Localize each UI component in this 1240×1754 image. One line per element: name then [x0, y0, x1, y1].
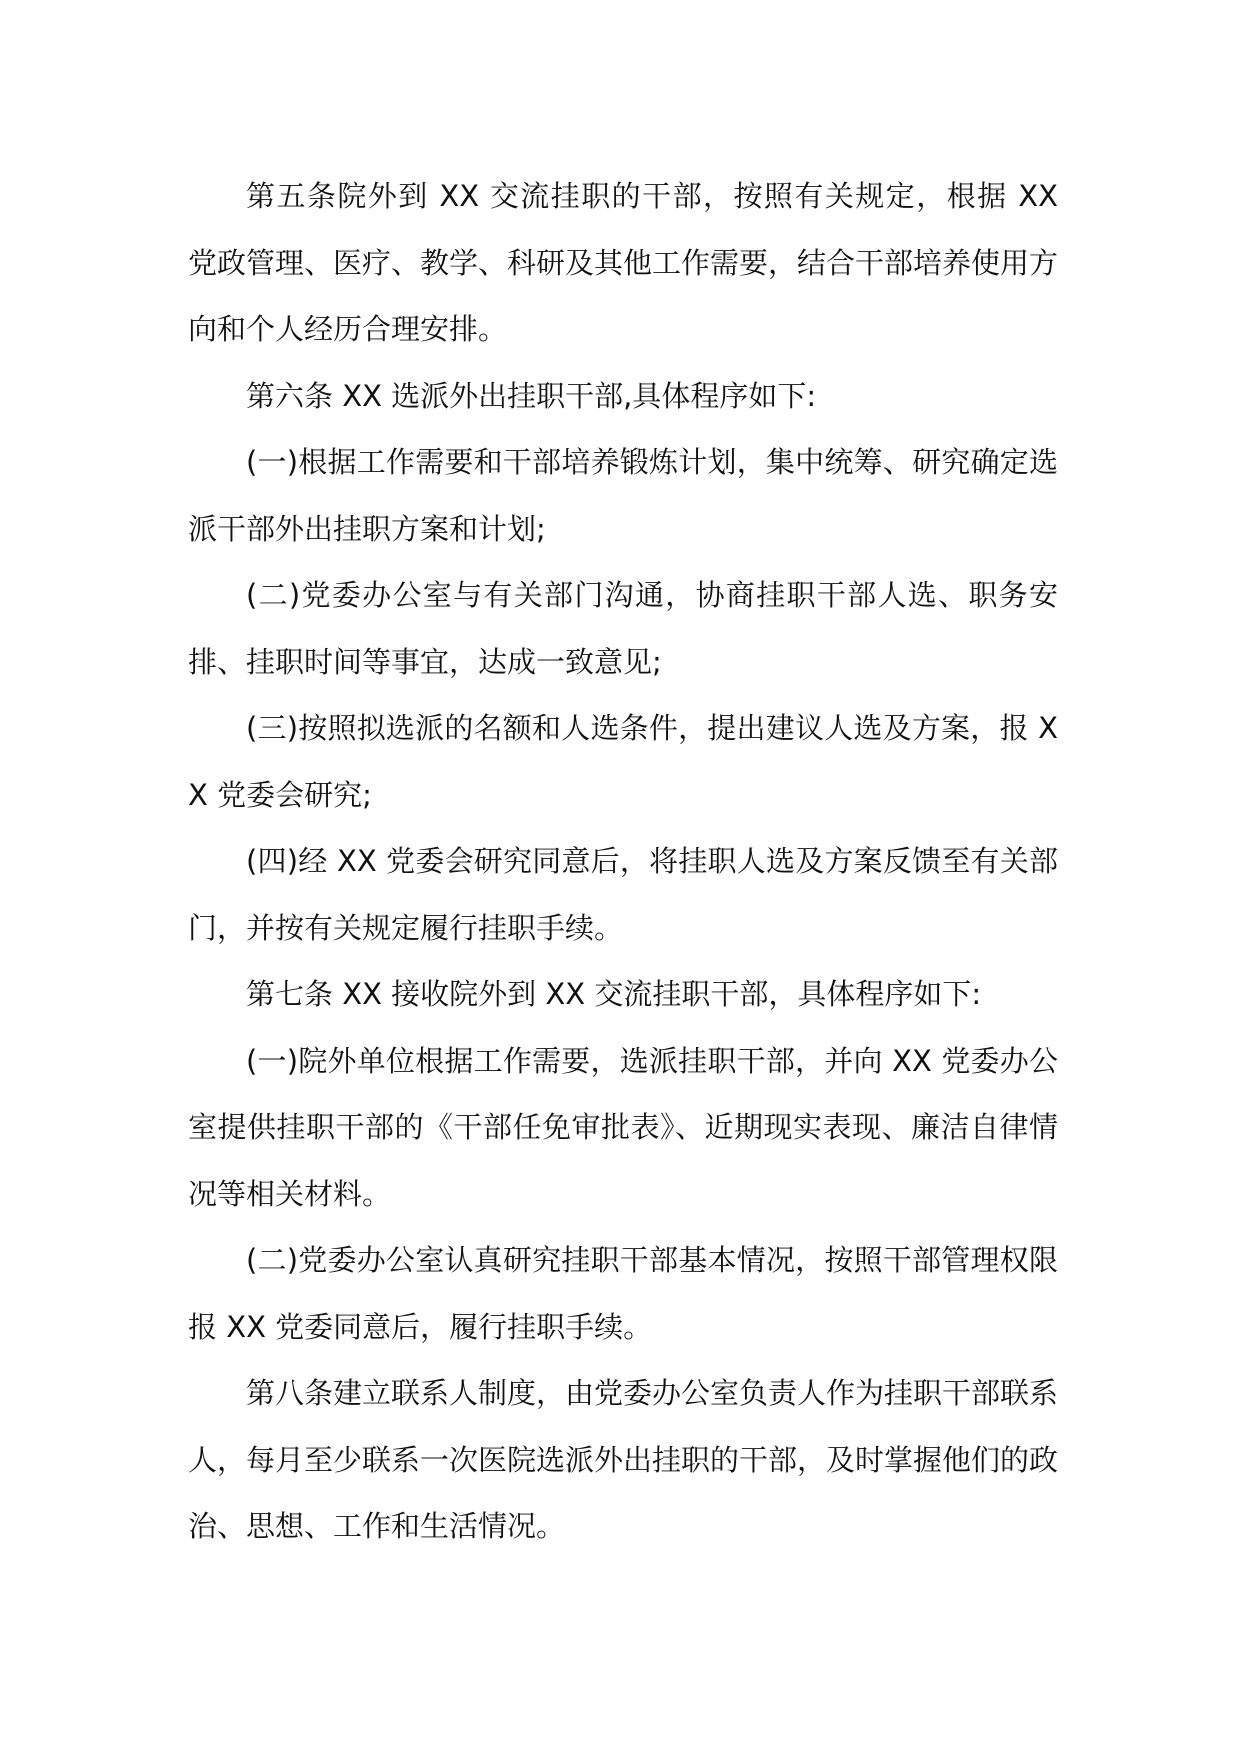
paragraph-article-5: 第五条院外到 XX 交流挂职的干部，按照有关规定，根据 XX 党政管理、医疗、教学、科研及其他工作需要，结合干部培养使用方向和个人经历合理安排。 [188, 179, 1059, 346]
paragraph-article-6-item-1: (一)根据工作需要和干部培养锻炼计划，集中统筹、研究确定选派干部外出挂职方案和计划; [188, 445, 1058, 546]
paragraph-article-6-item-2: (二)党委办公室与有关部门沟通，协商挂职干部人选、职务安排、挂职时间等事宜，达成一致意见; [188, 578, 1058, 679]
paragraph-article-7-item-1: (一)院外单位根据工作需要，选派挂职干部，并向 XX 党委办公室提供挂职干部的《干部任免审批表》、近期现实表现、廉洁自律情况等相关材料。 [188, 1043, 1058, 1211]
paragraph-article-6-item-4: (四)经 XX 党委会研究同意后，将挂职人选及方案反馈至有关部门，并按有关规定履行挂职手续。 [188, 844, 1058, 945]
paragraph-article-6-item-3: (三)按照拟选派的名额和人选条件，提出建议人选及方案，报 XX 党委会研究; [188, 711, 1058, 812]
paragraph-article-6: 第六条 XX 选派外出挂职干部,具体程序如下: [246, 378, 817, 413]
paragraph-article-7: 第七条 XX 接收院外到 XX 交流挂职干部，具体程序如下: [246, 977, 982, 1011]
document-body [188, 163, 1058, 1560]
paragraph-article-8: 第八条建立联系人制度，由党委办公室负责人作为挂职干部联系人，每月至少联系一次医院选派外出挂职的干部，及时掌握他们的政治、思想、工作和生活情况。 [188, 1376, 1059, 1543]
paragraph-article-7-item-2: (二)党委办公室认真研究挂职干部基本情况，按照干部管理权限报 XX 党委同意后，履行挂职手续。 [188, 1243, 1058, 1344]
